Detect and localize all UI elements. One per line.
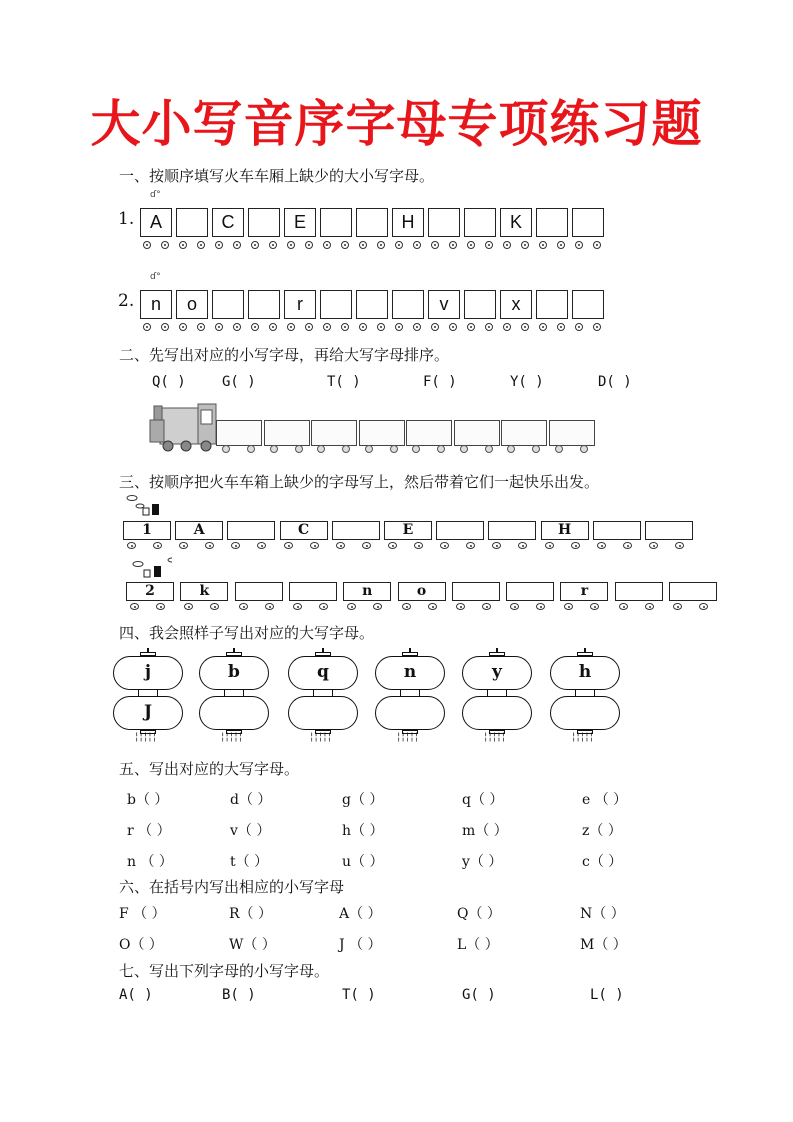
letter-item: O（ ）	[119, 937, 163, 953]
wheel-icon	[545, 542, 554, 549]
wheel-icon	[456, 603, 465, 610]
wheel-icon	[460, 445, 468, 453]
train-car	[392, 208, 424, 239]
wheel-icon	[143, 323, 151, 331]
wheel-icon	[440, 542, 449, 549]
car-letter: H	[392, 208, 424, 237]
wheel-icon	[388, 542, 397, 549]
wheel-icon	[555, 445, 563, 453]
car-letter	[176, 208, 208, 237]
letter-item: A（ ）	[339, 906, 382, 922]
train-car	[176, 290, 208, 321]
car-letter	[320, 208, 352, 237]
wheel-icon	[518, 542, 527, 549]
lantern-bottom-letter	[199, 696, 269, 730]
wheel-icon	[619, 603, 628, 610]
lantern-top-letter: y	[462, 656, 532, 690]
train-car	[452, 582, 500, 601]
wheel-icon	[210, 603, 219, 610]
wheel-icon	[539, 241, 547, 249]
lantern-bottom-letter	[288, 696, 358, 730]
wheel-icon	[507, 445, 515, 453]
train-car: H	[541, 521, 589, 540]
wheel-icon	[269, 241, 277, 249]
wheel-icon	[437, 445, 445, 453]
wheel-icon	[395, 323, 403, 331]
train-car: C	[280, 521, 328, 540]
wheel-icon	[467, 323, 475, 331]
wheel-icon	[270, 445, 278, 453]
wheel-icon	[590, 603, 599, 610]
wheel-icon	[347, 603, 356, 610]
wheel-icon	[575, 241, 583, 249]
wheel-icon	[428, 603, 437, 610]
wheel-icon	[293, 603, 302, 610]
car-letter: C	[212, 208, 244, 237]
train-car	[454, 420, 500, 446]
train-car	[332, 521, 380, 540]
wheel-icon	[557, 241, 565, 249]
train-car	[572, 290, 604, 321]
train-car	[320, 208, 352, 239]
wheel-icon	[365, 445, 373, 453]
tassel-icon: ╎╎╎╎╎	[483, 733, 506, 743]
tassel-icon: ╎╎╎╎╎	[396, 733, 419, 743]
car-letter: r	[284, 290, 316, 319]
page-title: 大小写音序字母专项练习题	[90, 95, 703, 153]
car-letter	[536, 208, 568, 237]
car-letter: n	[140, 290, 172, 319]
train-car	[488, 521, 536, 540]
lantern-bottom-letter	[375, 696, 445, 730]
wheel-icon	[341, 323, 349, 331]
section-3-heading: 三、按顺序把火车车箱上缺少的字母写上，然后带着它们一起快乐出发。	[119, 473, 600, 491]
car-letter: v	[428, 290, 460, 319]
train-car	[264, 420, 310, 446]
wheel-icon	[675, 542, 684, 549]
wheel-icon	[269, 323, 277, 331]
letter-item: Q( )	[152, 374, 186, 390]
wheel-icon	[161, 323, 169, 331]
wheel-icon	[377, 323, 385, 331]
wheel-icon	[521, 323, 529, 331]
lantern-bottom-letter: J	[113, 696, 183, 730]
wheel-icon	[233, 323, 241, 331]
wheel-icon	[395, 241, 403, 249]
locomotive-icon	[146, 402, 218, 454]
train-car	[176, 208, 208, 239]
wheel-icon	[532, 445, 540, 453]
wheel-icon	[127, 542, 136, 549]
wheel-icon	[466, 542, 475, 549]
wheel-icon	[503, 323, 511, 331]
wheel-icon	[359, 241, 367, 249]
car-letter	[464, 208, 496, 237]
train-car	[216, 420, 262, 446]
train-car	[359, 420, 405, 446]
wheel-icon	[323, 323, 331, 331]
train-car	[227, 521, 275, 540]
train-car	[593, 521, 641, 540]
wheel-icon	[215, 241, 223, 249]
wheel-icon	[673, 603, 682, 610]
smoke-icon	[126, 556, 172, 582]
wheel-icon	[431, 241, 439, 249]
wheel-icon	[510, 603, 519, 610]
wheel-icon	[482, 603, 491, 610]
wheel-icon	[179, 323, 187, 331]
wheel-icon	[557, 323, 565, 331]
letter-item: R（ ）	[229, 906, 272, 922]
train-car: o	[398, 582, 446, 601]
letter-item: v（ ）	[230, 823, 271, 839]
letter-item: u（ ）	[342, 854, 384, 870]
letter-item: d（ ）	[230, 792, 272, 808]
wheel-icon	[231, 542, 240, 549]
wheel-icon	[580, 445, 588, 453]
car-letter	[464, 290, 496, 319]
wheel-icon	[699, 603, 708, 610]
car-letter	[572, 208, 604, 237]
train-car	[235, 582, 283, 601]
wheel-icon	[390, 445, 398, 453]
letter-item: B( )	[222, 987, 256, 1003]
wheel-icon	[251, 241, 259, 249]
train-car	[464, 290, 496, 321]
train-car	[669, 582, 717, 601]
wheel-icon	[564, 603, 573, 610]
wheel-icon	[310, 542, 319, 549]
train-car	[549, 420, 595, 446]
car-letter	[572, 290, 604, 319]
letter-item: G( )	[462, 987, 496, 1003]
wheel-icon	[649, 542, 658, 549]
wheel-icon	[503, 241, 511, 249]
section-6-heading: 六、在括号内写出相应的小写字母	[119, 878, 345, 896]
section-4-heading: 四、我会照样子写出对应的大写字母。	[119, 624, 375, 642]
wheel-icon	[233, 241, 241, 249]
train-car	[572, 208, 604, 239]
train-car	[615, 582, 663, 601]
letter-item: Y( )	[510, 374, 544, 390]
wheel-icon	[485, 241, 493, 249]
train-car	[464, 208, 496, 239]
wheel-icon	[593, 241, 601, 249]
train-car: k	[180, 582, 228, 601]
car-letter	[536, 290, 568, 319]
train-car	[356, 290, 388, 321]
train-car	[536, 290, 568, 321]
train-car	[284, 208, 316, 239]
car-letter	[320, 290, 352, 319]
wheel-icon	[197, 323, 205, 331]
wheel-icon	[412, 445, 420, 453]
train-car: r	[560, 582, 608, 601]
tassel-icon: ╎╎╎╎╎	[309, 733, 332, 743]
letter-item: c（ ）	[582, 854, 623, 870]
row-1-number: 1.	[118, 209, 135, 229]
train-car	[428, 290, 460, 321]
letter-item: D( )	[598, 374, 632, 390]
row-2-number: 2.	[118, 291, 135, 311]
lantern-bottom-letter	[462, 696, 532, 730]
wheel-icon	[319, 603, 328, 610]
train-car	[284, 290, 316, 321]
tassel-icon: ╎╎╎╎╎	[134, 733, 157, 743]
wheel-icon	[539, 323, 547, 331]
train-car	[645, 521, 693, 540]
wheel-icon	[205, 542, 214, 549]
wheel-icon	[251, 323, 259, 331]
train-car	[506, 582, 554, 601]
letter-item: Q（ ）	[457, 906, 501, 922]
tassel-icon: ╎╎╎╎╎	[571, 733, 594, 743]
letter-item: L( )	[590, 987, 624, 1003]
wheel-icon	[305, 323, 313, 331]
letter-item: G( )	[222, 374, 256, 390]
wheel-icon	[485, 445, 493, 453]
letter-item: e （ ）	[582, 792, 628, 808]
wheel-icon	[413, 323, 421, 331]
train-car: A	[175, 521, 223, 540]
wheel-icon	[431, 323, 439, 331]
letter-item: T( )	[342, 987, 376, 1003]
train-car: 1	[123, 521, 171, 540]
letter-item: N（ ）	[580, 906, 625, 922]
wheel-icon	[414, 542, 423, 549]
letter-item: r （ ）	[127, 823, 171, 839]
wheel-icon	[284, 542, 293, 549]
smoke-icon	[126, 494, 170, 520]
wheel-icon	[645, 603, 654, 610]
lantern-top-letter: n	[375, 656, 445, 690]
wheel-icon	[179, 542, 188, 549]
wheel-icon	[402, 603, 411, 610]
letter-item: M（ ）	[580, 937, 627, 953]
train-row-2	[140, 290, 604, 321]
section-1-heading: 一、按顺序填写火车车厢上缺少的大小写字母。	[119, 167, 435, 185]
letter-item: n （ ）	[127, 854, 173, 870]
wheel-icon	[362, 542, 371, 549]
train-car	[212, 290, 244, 321]
letter-item: b（ ）	[127, 792, 169, 808]
letter-item: A( )	[119, 987, 153, 1003]
letter-item: y（ ）	[462, 854, 503, 870]
car-letter: x	[500, 290, 532, 319]
section-7-heading: 七、写出下列字母的小写字母。	[119, 962, 330, 980]
car-letter: K	[500, 208, 532, 237]
train-car	[501, 420, 547, 446]
train-car	[248, 208, 280, 239]
lantern-top-letter: q	[288, 656, 358, 690]
car-letter: A	[140, 208, 172, 237]
car-letter	[248, 290, 280, 319]
train-car	[500, 290, 532, 321]
wheel-icon	[521, 241, 529, 249]
wheel-icon	[467, 241, 475, 249]
car-letter: o	[176, 290, 208, 319]
train-car	[320, 290, 352, 321]
wheel-icon	[485, 323, 493, 331]
letter-item: F( )	[423, 374, 457, 390]
train-car: n	[343, 582, 391, 601]
train-car	[392, 290, 424, 321]
wheel-icon	[377, 241, 385, 249]
car-letter	[392, 290, 424, 319]
train-car: 2	[126, 582, 174, 601]
wheel-icon	[373, 603, 382, 610]
wheel-icon	[359, 323, 367, 331]
wheel-icon	[247, 445, 255, 453]
train-car	[356, 208, 388, 239]
letter-item: L（ ）	[457, 937, 499, 953]
wheel-icon	[143, 241, 151, 249]
wheel-icon	[449, 241, 457, 249]
wheel-icon	[156, 603, 165, 610]
wheel-icon	[317, 445, 325, 453]
wheel-icon	[593, 323, 601, 331]
wheel-icon	[342, 445, 350, 453]
lantern-top-letter: b	[199, 656, 269, 690]
train-car	[140, 290, 172, 321]
wheel-icon	[449, 323, 457, 331]
car-letter	[248, 208, 280, 237]
letter-item: T( )	[327, 374, 361, 390]
wheel-icon	[413, 241, 421, 249]
wheel-icon	[341, 241, 349, 249]
wheel-icon	[323, 241, 331, 249]
section-5-heading: 五、写出对应的大写字母。	[119, 760, 300, 778]
wheel-icon	[575, 323, 583, 331]
wheel-icon	[197, 241, 205, 249]
letter-item: W（ ）	[229, 937, 276, 953]
train-car	[500, 208, 532, 239]
wheel-icon	[153, 542, 162, 549]
wheel-icon	[305, 241, 313, 249]
letter-item: q（ ）	[462, 792, 504, 808]
car-letter	[356, 290, 388, 319]
car-letter: E	[284, 208, 316, 237]
wheel-icon	[215, 323, 223, 331]
letter-item: m（ ）	[462, 823, 508, 839]
lantern-top-letter: h	[550, 656, 620, 690]
wheel-icon	[239, 603, 248, 610]
lantern-bottom-letter	[550, 696, 620, 730]
letter-item: J （ ）	[339, 937, 382, 953]
letter-item: z（ ）	[582, 823, 622, 839]
train-car	[212, 208, 244, 239]
wheel-icon	[536, 603, 545, 610]
wheel-icon	[222, 445, 230, 453]
wheel-icon	[597, 542, 606, 549]
tassel-icon: ╎╎╎╎╎	[220, 733, 243, 743]
wheel-icon	[257, 542, 266, 549]
smoke-icon: ɗ°	[150, 190, 161, 200]
car-letter	[428, 208, 460, 237]
wheel-icon	[623, 542, 632, 549]
lantern-top-letter: j	[113, 656, 183, 690]
train-car	[436, 521, 484, 540]
wheel-icon	[336, 542, 345, 549]
letter-item: g（ ）	[342, 792, 384, 808]
section-2-heading: 二、先写出对应的小写字母，再给大写字母排序。	[119, 346, 450, 364]
train-car	[248, 290, 280, 321]
letter-item: F （ ）	[119, 906, 166, 922]
wheel-icon	[179, 241, 187, 249]
train-car	[289, 582, 337, 601]
wheel-icon	[287, 241, 295, 249]
train-car	[140, 208, 172, 239]
smoke-icon: ɗ°	[150, 272, 161, 282]
wheel-icon	[184, 603, 193, 610]
wheel-icon	[265, 603, 274, 610]
letter-item: t（ ）	[230, 854, 269, 870]
wheel-icon	[492, 542, 501, 549]
letter-item: h（ ）	[342, 823, 384, 839]
car-letter	[212, 290, 244, 319]
wheel-icon	[287, 323, 295, 331]
train-car	[536, 208, 568, 239]
train-car	[406, 420, 452, 446]
train-car	[311, 420, 357, 446]
wheel-icon	[161, 241, 169, 249]
train-car: E	[384, 521, 432, 540]
train-car	[428, 208, 460, 239]
car-letter	[356, 208, 388, 237]
wheel-icon	[295, 445, 303, 453]
wheel-icon	[571, 542, 580, 549]
wheel-icon	[130, 603, 139, 610]
train-row-1	[140, 208, 604, 239]
